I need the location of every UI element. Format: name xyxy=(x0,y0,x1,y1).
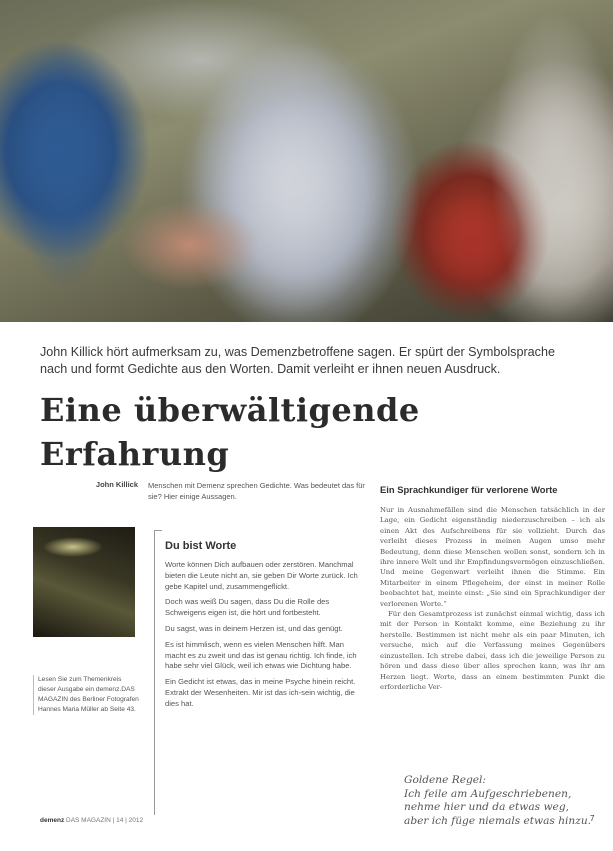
image-caption: Lesen Sie zum Themenkreis dieser Ausgabe ein demenz.DAS MAGAZIN des Berliner Fotografen Hannes Maria Müller ab Seite 43. xyxy=(33,675,140,715)
sidebar-title: Ein Sprachkundiger für verlorene Worte xyxy=(380,484,558,495)
poem-body xyxy=(165,560,360,715)
lead-line-1: John Killick hört aufmerksam zu, was Demenzbetroffene sagen. Er spürt der Symbolsprache xyxy=(40,345,555,359)
hero-photo xyxy=(0,0,613,322)
quote-line: aber ich füge niemals etwas hinzu. xyxy=(404,814,592,827)
footer-brand: demenz xyxy=(40,817,65,824)
lead-line-2: nach und formt Gedichte aus den Worten. Damit verleiht er ihnen neuen Ausdruck. xyxy=(40,362,501,376)
photo-hands xyxy=(120,200,260,290)
quote-line: Ich feile am Aufgeschriebenen, xyxy=(404,787,572,800)
sidebar-paragraph: Nur in Ausnahmefällen sind die Menschen tatsächlich in der Lage, ein Gedicht eigenständig niederzuschreiben – ich als einen Akt des Aufschreibens für sie vollzieht. Durch das verleiht dieses Prozess in meinen Augen umso mehr Bedeutung, denn diese Menschen wollen sonst, sondern ich in ihre innere Welt und ihr Empfindungsvermögen einzuschließen. Und meine Gegenwart verleiht ihnen die Stimme. Ein Mitarbeiter in einem Pflegeheim, der einst in meiner Rolle beobachtet hat, meinte einst: „Sie sind ein Sprachkundiger der verlorenen Worte.“ xyxy=(380,506,605,608)
author-name: John Killick xyxy=(95,480,138,489)
footer-issue xyxy=(40,817,143,824)
poem-stanza: Ein Gedicht ist etwas, das in meine Psyche hinein reicht. Extrakt der Wesenheiten. Mir ist das ich-sein wichtig, die dies hat. xyxy=(165,677,356,708)
photo-red-garment xyxy=(420,190,530,300)
poem-stanza: Worte können Dich aufbauen oder zerstören. Manchmal bieten die Leute nicht an, sie geben Dir Worte zurück. Ich gebe Kapitel und, zusammengeflickt. xyxy=(165,560,358,591)
author-intro: Menschen mit Demenz sprechen Gedichte. Was bedeutet das für sie? Hier einige Aussagen. xyxy=(148,481,365,501)
quote-line: nehme hier und da etwas weg, xyxy=(404,801,569,814)
photo-figure-left xyxy=(10,40,120,290)
thumbnail-photo xyxy=(33,527,135,637)
footer-issue-text: DAS MAGAZIN | 14 | 2012 xyxy=(66,817,144,824)
golden-rule-quote xyxy=(404,774,609,828)
sidebar-paragraph: Für den Gesamtprozess ist zunächst einmal wichtig, dass ich mit der Person in Kontakt komme, eine Beziehung zu ihr herstelle. Bestimmen ist nicht mehr als ein paar Minuten, ich versuche, mich auf die Verfassung meines Gegenübers einzustellen. Ich strebe dabei, dass ich die jeweilige Person zu hören und dass diese über alles sprechen kann, was ihr am Herzen liegt. Worte, dass an einem bestimmten Punkt die erforderliche Ver- xyxy=(380,610,605,691)
poem-box-rule-top xyxy=(154,530,162,531)
article-headline: Eine überwältigende Erfahrung xyxy=(40,391,420,473)
poem-title: Du bist Worte xyxy=(165,540,237,552)
quote-line: Goldene Regel: xyxy=(404,774,486,786)
page-number: 7 xyxy=(590,814,595,823)
poem-stanza: Du sagst, was in deinem Herzen ist, und das genügt. xyxy=(165,623,343,633)
poem-box-rule xyxy=(154,530,155,815)
poem-stanza: Doch was weiß Du sagen, dass Du die Rolle des Schweigens eigen ist, die hört und fortbesteht. xyxy=(165,597,330,618)
lead-paragraph xyxy=(40,344,610,378)
sidebar-text xyxy=(380,505,605,692)
poem-stanza: Es ist himmlisch, wenn es vielen Menschen hilft. Man macht es zu zweit und das ist genau richtig. Ich finde, ich habe sehr viel Glück, weil ich etwas wie Dichtung habe. xyxy=(165,639,357,671)
